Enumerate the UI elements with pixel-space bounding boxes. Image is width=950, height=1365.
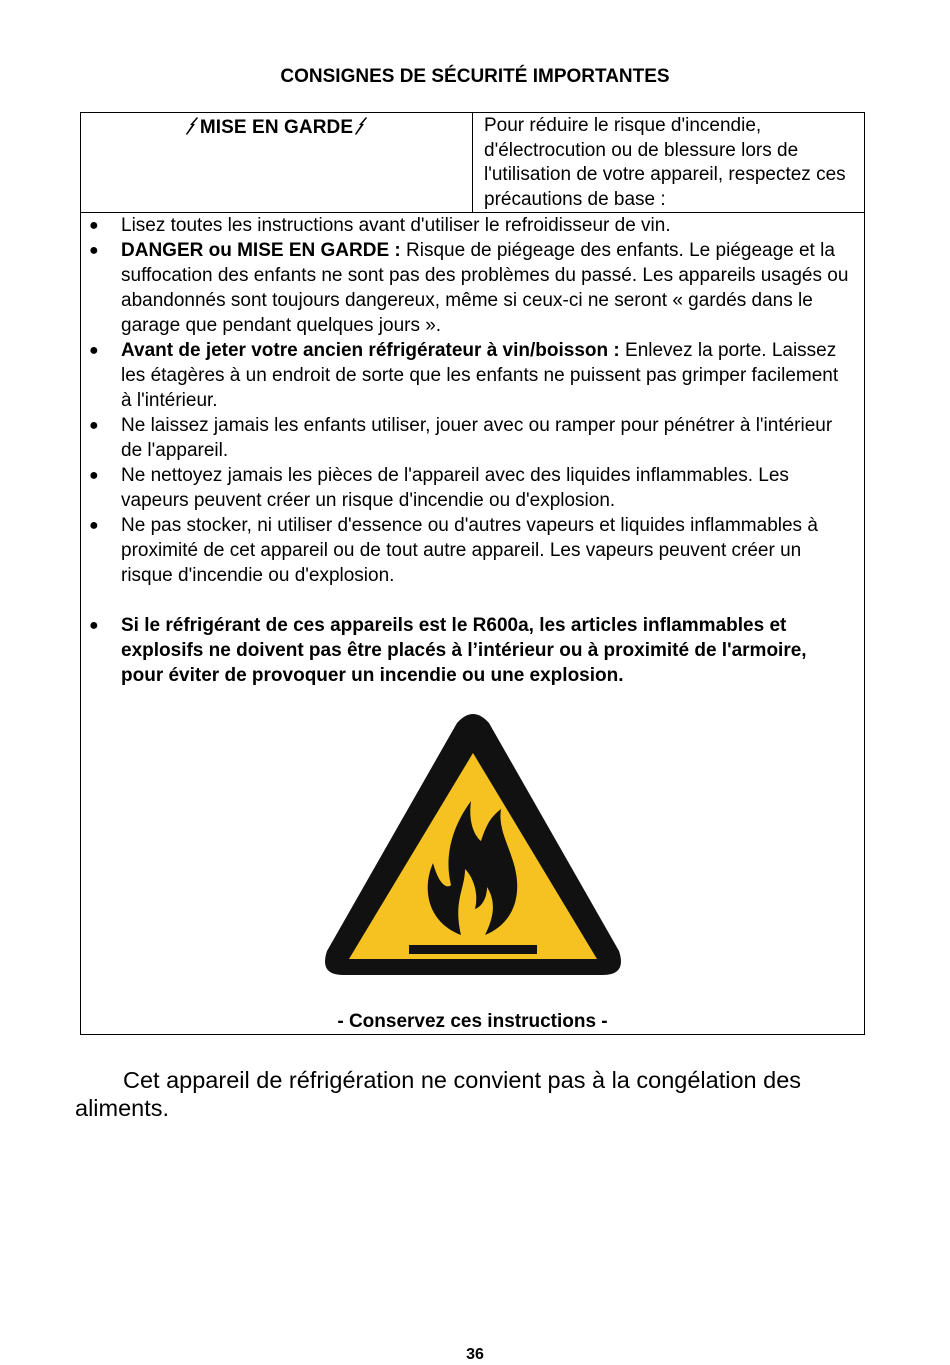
warning-heading-cell [81, 113, 473, 212]
list-item: ● Lisez toutes les instructions avant d'utiliser le refroidisseur de vin. [89, 215, 671, 236]
bullet-icon: ● [89, 617, 99, 634]
bullet-icon: ● [89, 242, 99, 259]
warning-box [80, 112, 865, 1035]
bullet-icon: ● [89, 217, 99, 234]
list-item: ● Si le réfrigérant de ces appareils est le R600a, les articles inflammables et explosifs ne doivent pas être placés à l’intérieur ou à proximité de l'armoire, pour éviter de provoquer un incendie ou une explosion. [89, 615, 807, 686]
list-item: ● Ne pas stocker, ni utiliser d'essence ou d'autres vapeurs et liquides inflammables à proximité de cet appareil ou de tout autre appareil. Les vapeurs peuvent créer un risque d'incendie ou d'explosion. [89, 515, 818, 586]
list-item: ● Avant de jeter votre ancien réfrigérateur à vin/boisson : Enlevez la porte. Laissez les étagères à un endroit de sorte que les enfants ne puissent pas grimper facilement à l'intérieur. [89, 340, 839, 411]
bullet-icon: ● [89, 417, 99, 434]
warning-heading [81, 115, 472, 139]
electric-bolt-icon [184, 115, 200, 135]
warning-intro: Pour réduire le risque d'incendie, d'électrocution ou de blessure lors de l'utilisation de votre appareil, respectez ces précautions de base : [484, 115, 846, 210]
flammable-warning-icon [321, 713, 625, 979]
page-title: CONSIGNES DE SÉCURITÉ IMPORTANTES [280, 66, 670, 87]
electric-bolt-icon [353, 115, 369, 135]
list-item: ● Ne nettoyez jamais les pièces de l'appareil avec des liquides inflammables. Les vapeurs peuvent créer un risque d'incendie ou d'explosion. [89, 465, 789, 511]
safety-list [81, 213, 851, 688]
bullet-icon: ● [89, 517, 99, 534]
freezing-note: Cet appareil de réfrigération ne convient pas à la congélation des aliments. [75, 1067, 802, 1121]
warning-header-row [81, 113, 864, 213]
page-number: 36 [466, 1346, 484, 1363]
keep-instructions: - Conservez ces instructions - [337, 1011, 608, 1032]
bullet-icon: ● [89, 467, 99, 484]
list-item: ● DANGER ou MISE EN GARDE : Risque de piégeage des enfants. Le piégeage et la suffocation des enfants ne sont pas des problèmes du passé. Les appareils usagés ou abandonnés sont toujours dangereux, même si ceux-ci ne seront « gardés dans le garage que pendant quelques jours ». [89, 240, 849, 336]
list-item: ● Ne laissez jamais les enfants utiliser, jouer avec ou ramper pour pénétrer à l'intérieur de l'appareil. [89, 415, 833, 461]
bullet-icon: ● [89, 342, 99, 359]
warning-heading-text: MISE EN GARDE [199, 117, 354, 138]
